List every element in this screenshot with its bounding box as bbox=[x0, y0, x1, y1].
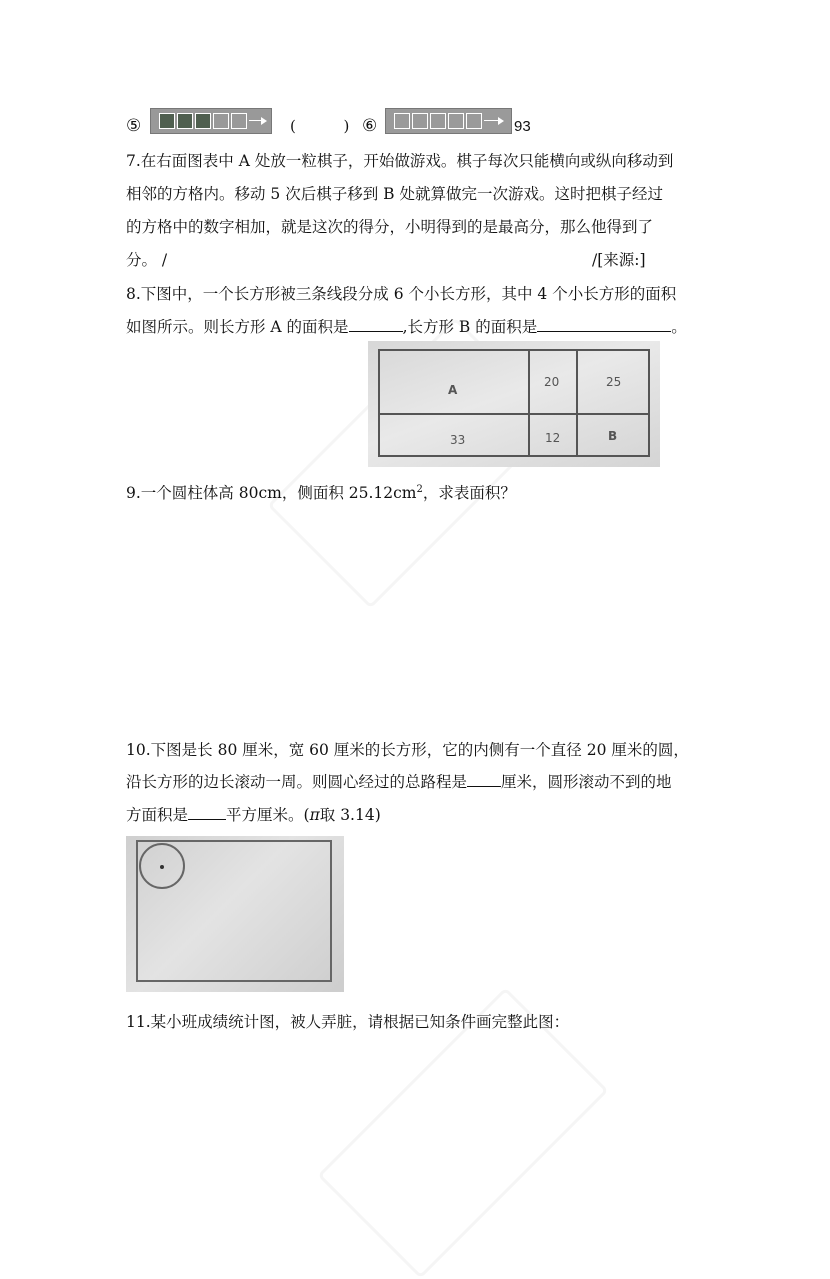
vertical-divider-2 bbox=[576, 349, 578, 457]
q7-line-2: 相邻的方格内。移动 5 次后棋子移到 B 处就算做完一次游戏。这时把棋子经过 bbox=[126, 185, 663, 203]
q10-line-3 bbox=[126, 805, 381, 825]
strip-cell bbox=[159, 113, 175, 129]
cell-12: 12 bbox=[545, 431, 561, 445]
strip-cell bbox=[213, 113, 229, 129]
pi-symbol: π bbox=[309, 806, 320, 824]
answer-blank-area[interactable] bbox=[188, 805, 226, 820]
answer-blank-path[interactable] bbox=[467, 772, 501, 787]
vertical-divider-1 bbox=[528, 349, 530, 457]
answer-blank-a[interactable] bbox=[349, 317, 403, 332]
q7-line-4-start: 分。 / bbox=[126, 251, 168, 269]
item-6-label: ⑥ bbox=[362, 116, 378, 136]
rolling-circle-figure bbox=[126, 836, 344, 992]
q8-line-2 bbox=[126, 317, 687, 337]
strip-cell bbox=[177, 113, 193, 129]
q7-line-1: 7.在右面图表中 A 处放一粒棋子，开始做游戏。棋子每次只能横向或纵向移动到 bbox=[126, 152, 674, 170]
q10-text-b: 厘米，圆形滚动不到的地 bbox=[501, 773, 672, 791]
progress-strip-6 bbox=[385, 108, 512, 134]
q10-text-e: 取 3.14) bbox=[319, 806, 381, 824]
q9-tail: ，求表面积？ bbox=[422, 484, 516, 503]
q11-line: 11.某小班成绩统计图，被人弄脏，请根据已知条件画完整此图： bbox=[126, 1013, 570, 1031]
arrow-head-icon bbox=[498, 117, 504, 125]
q9-text: 9.一个圆柱体高 80cm，侧面积 25.12cm bbox=[126, 484, 417, 503]
q10-line-1: 10.下图是长 80 厘米，宽 60 厘米的长方形，它的内侧有一个直径 20 厘米的圆， bbox=[126, 741, 689, 759]
q10-text-c: 方面积是 bbox=[126, 806, 189, 824]
q10-text-d: 平方厘米。( bbox=[226, 806, 310, 824]
progress-strip-5 bbox=[150, 108, 272, 134]
q10-text-a: 沿长方形的边长滚动一周。则圆心经过的总路程是 bbox=[126, 773, 468, 791]
q7-line-4-end: /[来源:] bbox=[592, 251, 646, 269]
q8-text-b: ,长方形 B 的面积是 bbox=[402, 318, 538, 336]
number-93: 93 bbox=[514, 118, 531, 135]
strip-cell bbox=[231, 113, 247, 129]
q9-line bbox=[126, 480, 516, 503]
cell-20: 20 bbox=[544, 375, 560, 389]
strip-cell bbox=[195, 113, 211, 129]
horizontal-divider bbox=[378, 413, 650, 415]
q10-line-2 bbox=[126, 772, 672, 792]
q8-text-a: 如图所示。则长方形 A 的面积是 bbox=[126, 318, 349, 336]
strip-cell bbox=[448, 113, 464, 129]
q9-superscript: 2 bbox=[416, 484, 423, 495]
cell-33: 33 bbox=[450, 433, 466, 447]
strip-cell bbox=[466, 113, 482, 129]
item-5-label: ⑤ bbox=[126, 116, 142, 136]
rectangle-figure bbox=[368, 341, 660, 467]
q8-line-1: 8.下图中，一个长方形被三条线段分成 6 个小长方形，其中 4 个小长方形的面积 bbox=[126, 285, 677, 303]
answer-blank-b[interactable] bbox=[537, 317, 671, 332]
answer-paren: ( ) bbox=[290, 117, 350, 135]
q7-line-3: 的方格中的数字相加，就是这次的得分，小明得到的是最高分，那么他得到了 bbox=[126, 218, 654, 236]
strip-cell bbox=[394, 113, 410, 129]
circle-center-dot bbox=[160, 865, 164, 869]
cell-A: A bbox=[448, 383, 458, 397]
q8-text-c: 。 bbox=[671, 318, 687, 336]
strip-cell bbox=[412, 113, 428, 129]
cell-25: 25 bbox=[606, 375, 622, 389]
arrow-head-icon bbox=[261, 117, 267, 125]
cell-B: B bbox=[608, 429, 618, 443]
strip-cell bbox=[430, 113, 446, 129]
